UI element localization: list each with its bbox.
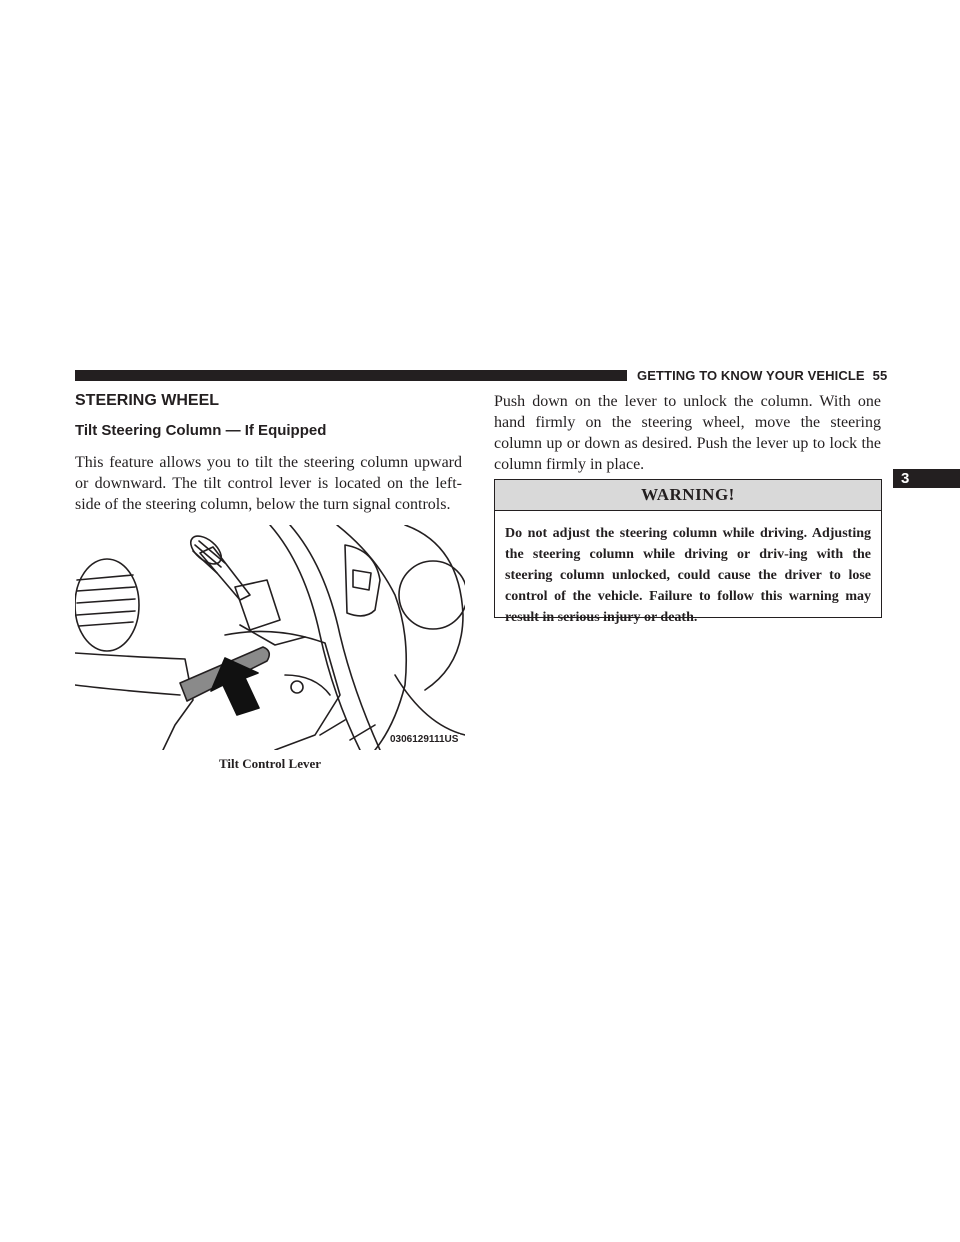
warning-box: [494, 479, 882, 625]
instruction-paragraph: Push down on the lever to unlock the column. With one hand firmly on the steering wheel, move the steering column up or down as desired. Push the lever up to lock the column firmly in place.: [494, 393, 881, 473]
section-title: STEERING WHEEL: [75, 392, 220, 409]
tilt-lever-illustration: [75, 525, 465, 750]
warning-title: WARNING!: [495, 480, 881, 511]
page-number: 55: [872, 368, 888, 383]
figure-code: 0306129111US: [390, 734, 459, 745]
running-header: [637, 368, 887, 383]
figure-caption: Tilt Control Lever: [218, 756, 322, 771]
subsection-title: Tilt Steering Column — If Equipped: [75, 422, 327, 439]
intro-paragraph: This feature allows you to tilt the steering column upward or downward. The tilt control lever is located on the left-side of the steering column, below the turn signal controls.: [75, 454, 462, 513]
warning-text: Do not adjust the steering column while driving. Adjusting the steering column while driving or driv-ing with the steering column unlocked, could cause the driver to lose control of the vehicle. Failure to follow this warning may result in serious injury or death.: [505, 526, 871, 625]
running-title: GETTING TO KNOW YOUR VEHICLE: [637, 368, 865, 383]
chapter-tab: 3: [893, 469, 960, 488]
header-rule: [75, 370, 627, 381]
